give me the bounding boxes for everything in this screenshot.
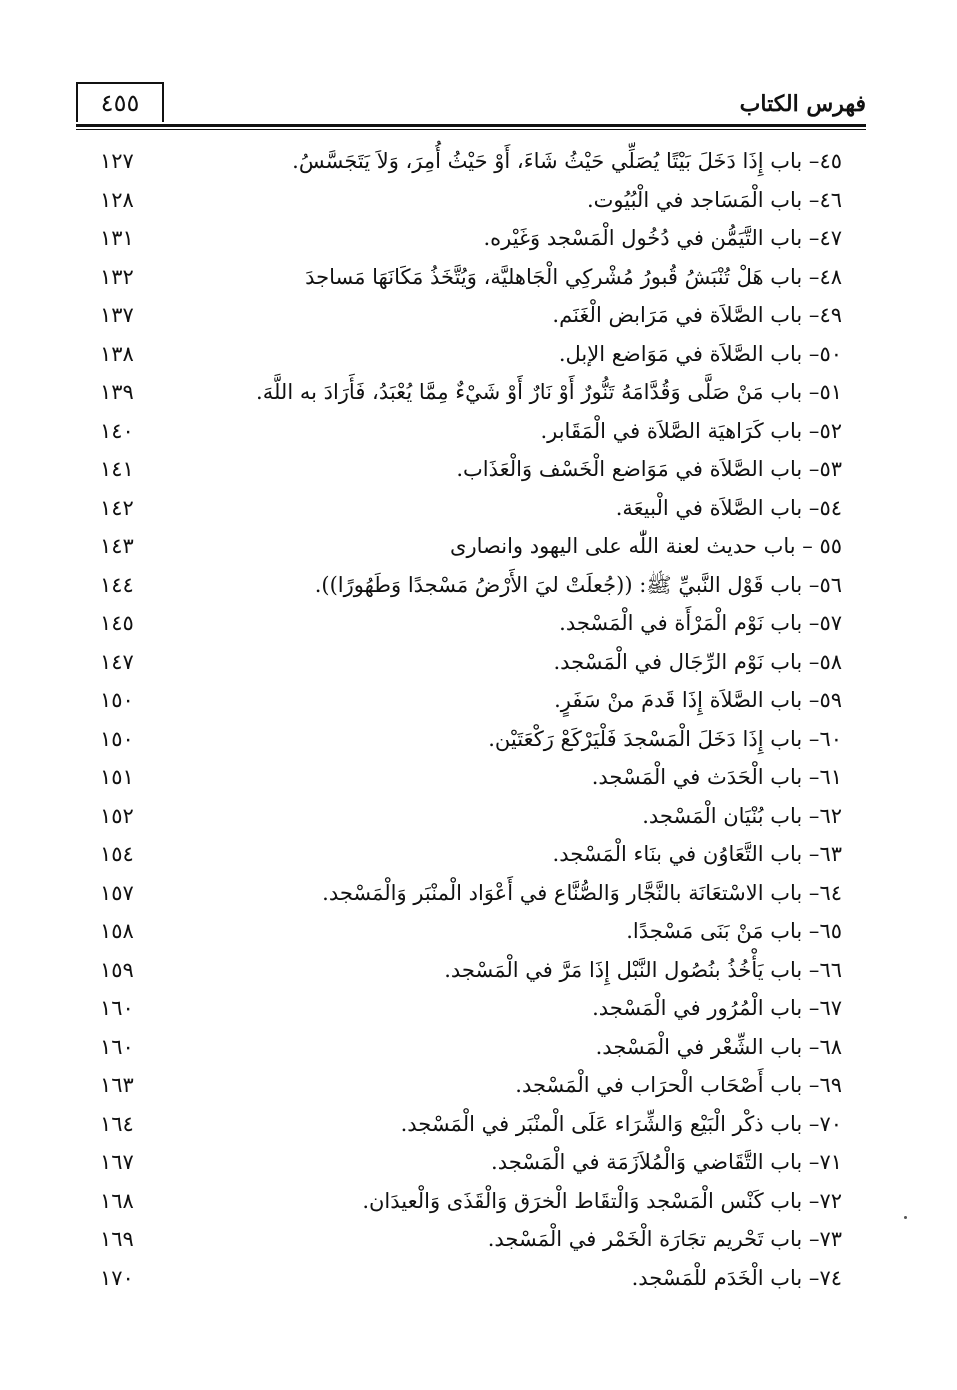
toc-entry-page: ١٤٥: [100, 611, 134, 636]
toc-entry-page: ١٤٧: [100, 649, 134, 674]
toc-entry: [100, 566, 842, 605]
toc-entry: [100, 989, 842, 1028]
page-number: ٤٥٥: [100, 89, 140, 117]
toc-entry: [100, 412, 842, 451]
toc-entry-page: ١٦٤: [100, 1111, 134, 1136]
toc-entry-title: ٥٧– باب نَوْم الْمَرْأَة في الْمَسْجد.: [559, 611, 842, 636]
toc-entry-title: ٥١– باب مَنْ صَلَّى وَقُدَّامَهُ تَنُّورٌ أَوْ نَارٌ أَوْ شَيْءٌ مِمَّا يُعْبَدُ، فَأَرَادَ به اللَّهَ.: [256, 380, 842, 405]
toc-entry: [100, 758, 842, 797]
toc-entry: [100, 258, 842, 297]
toc-entry-title: ٤٨– باب هَلْ تُنْبَشُ قُبورُ مُشْركِي الْجَاهليَّة، وَيُتَّخَذُ مَكَانَهَا مَساجدَ: [305, 264, 842, 289]
toc-entry: [100, 835, 842, 874]
toc-entry-page: ١٣٢: [100, 264, 134, 289]
toc-entry: [100, 219, 842, 258]
toc-entry-title: ٥٤– باب الصَّلاَة في الْبيعَة.: [615, 495, 842, 520]
toc-entry: [100, 1182, 842, 1221]
toc-entry-page: ١٤٢: [100, 495, 134, 520]
header-rule-thick: [76, 124, 866, 127]
toc-entry-page: ١٥٤: [100, 842, 134, 867]
toc-entry-page: ١٥٨: [100, 919, 134, 944]
toc-entry-title: ٦٦– باب يَأْخُذُ بنُصُول النَّبْل إِذَا مَرَّ في الْمَسْجد.: [444, 957, 842, 982]
toc-entry: [100, 951, 842, 990]
toc-entry-title: ٥٠– باب الصَّلاَة في مَوَاضع الإبل.: [558, 341, 842, 366]
toc-entry-page: ١٦٣: [100, 1073, 134, 1098]
toc-entry-page: ١٦٠: [100, 1034, 134, 1059]
toc-entry-title: ٦٧– باب الْمُرُور في الْمَسْجد.: [592, 996, 842, 1021]
header-rule-thin: [76, 129, 866, 130]
toc-entry: [100, 912, 842, 951]
toc-entry-page: ١٥٢: [100, 803, 134, 828]
toc-entry-title: ٦٥– باب مَنْ بَنَى مَسْجدًا.: [626, 919, 842, 944]
toc-entry-page: ١٥٩: [100, 957, 134, 982]
toc-entry-page: ١٦٧: [100, 1150, 134, 1175]
toc-entry-title: ٦٩– باب أَصْحَاب الْحرَاب في الْمَسْجد.: [515, 1073, 842, 1098]
page-number-box: [76, 82, 164, 122]
toc-entry-page: ١٣٨: [100, 341, 134, 366]
toc-entry-title: ٦٠– باب إِذَا دَخَلَ الْمَسْجدَ فَلْيَرْكَعْ رَكْعَتَيْن.: [488, 726, 842, 751]
toc-entry: [100, 643, 842, 682]
toc-entry: [100, 874, 842, 913]
toc-entry-page: ١٢٨: [100, 187, 134, 212]
toc-entry-title: ٤٦– باب الْمَسَاجد في الْبُيُوت.: [586, 187, 842, 212]
toc-entry-page: ١٦٩: [100, 1227, 134, 1252]
toc-entry-page: ١٤٣: [100, 534, 134, 559]
toc-entry: [100, 1066, 842, 1105]
toc-entry-title: ٧٠– باب ذكْر الْبَيْع وَالشِّرَاء عَلَى الْمنْبَر في الْمَسْجد.: [400, 1111, 842, 1136]
table-of-contents: [100, 142, 842, 1297]
toc-entry-page: ١٦٨: [100, 1188, 134, 1213]
toc-entry-title: ٤٧– باب التَّيَمُّن في دُخُول الْمَسْجد وَغَيْره.: [483, 226, 842, 251]
toc-entry-title: ٦٨– باب الشِّعْر في الْمَسْجد.: [595, 1034, 842, 1059]
toc-entry-title: ٦٣– باب التَّعَاوُن في بنَاء الْمَسْجد.: [552, 842, 842, 867]
toc-entry-title: ٦٢– باب بُنْيَان الْمَسْجد.: [642, 803, 842, 828]
toc-entry-title: ٥٩– باب الصَّلاَة إِذَا قَدمَ منْ سَفَرٍ.: [554, 688, 842, 713]
toc-entry-page: ١٥٧: [100, 880, 134, 905]
toc-entry: [100, 604, 842, 643]
toc-entry: [100, 1259, 842, 1298]
toc-entry-page: ١٢٧: [100, 149, 134, 174]
toc-entry: [100, 335, 842, 374]
toc-entry-title: ٧١– باب التَّقَاضي وَالْمُلاَزَمَة في الْمَسْجد.: [491, 1150, 842, 1175]
toc-entry-title: ٤٩– باب الصَّلاَة في مَرَابض الْغَنَم.: [552, 303, 842, 328]
toc-entry: [100, 797, 842, 836]
toc-entry-page: ١٧٠: [100, 1265, 134, 1290]
toc-entry-page: ١٣٧: [100, 303, 134, 328]
toc-entry-title: ٧٢– باب كَنْس الْمَسْجد وَالْتقَاط الْخرَق وَالْقَذَى وَالْعيدَان.: [362, 1188, 842, 1213]
toc-entry: [100, 489, 842, 528]
toc-entry: [100, 1220, 842, 1259]
toc-entry-page: ١٤١: [100, 457, 134, 482]
toc-entry-page: ١٥٠: [100, 688, 134, 713]
toc-entry-page: ١٣١: [100, 226, 134, 251]
toc-entry-title: ٥٥ – باب حديث لعنة اللّٰه على اليهود وانصارى: [450, 534, 842, 559]
toc-entry-page: ١٥٠: [100, 726, 134, 751]
toc-entry-title: ٥٢– باب كَرَاهيَة الصَّلاَة في الْمَقَابر.: [540, 418, 842, 443]
toc-entry: [100, 450, 842, 489]
running-title: فهرس الكتاب: [739, 91, 866, 117]
toc-entry-page: ١٦٠: [100, 996, 134, 1021]
toc-entry-title: ٥٨– باب نَوْم الرِّجَال في الْمَسْجد.: [553, 649, 842, 674]
toc-entry-title: ٤٥– باب إِذَا دَخَلَ بَيْتًا يُصَلِّي حَيْثُ شَاءَ، أَوْ حَيْثُ أُمِرَ، وَلاَ يَتَجَسَّسُ.: [292, 149, 842, 174]
toc-entry: [100, 1028, 842, 1067]
toc-entry: [100, 373, 842, 412]
toc-entry: [100, 681, 842, 720]
margin-speck: [904, 1216, 907, 1219]
toc-entry-title: ٧٤– باب الْخَدَم للْمَسْجد.: [631, 1265, 842, 1290]
toc-entry-title: ٦٤– باب الاسْتعَانَة بالنَّجَّار وَالصُّنَّاع في أَعْوَاد الْمنْبَر وَالْمَسْجد.: [322, 880, 842, 905]
toc-entry: [100, 720, 842, 759]
toc-entry-page: ١٤٤: [100, 572, 134, 597]
toc-entry-page: ١٤٠: [100, 418, 134, 443]
toc-entry: [100, 1105, 842, 1144]
page-header: [76, 82, 866, 128]
toc-entry-title: ٧٣– باب تَحْريم تجَارَة الْخَمْر في الْمَسْجد.: [487, 1227, 842, 1252]
toc-entry: [100, 527, 842, 566]
toc-entry-page: ١٣٩: [100, 380, 134, 405]
toc-entry-title: ٥٦– باب قَوْل النَّبيِّ ﷺ: ((جُعلَتْ ليَ الأَرْضُ مَسْجدًا وَطَهُورًا)).: [314, 572, 842, 597]
toc-entry-title: ٥٣– باب الصَّلاَة في مَوَاضع الْخَسْف وَالْعَذَاب.: [456, 457, 842, 482]
toc-entry-title: ٦١– باب الْحَدَث في الْمَسْجد.: [591, 765, 842, 790]
toc-entry: [100, 181, 842, 220]
toc-entry: [100, 296, 842, 335]
toc-entry: [100, 1143, 842, 1182]
toc-entry-page: ١٥١: [100, 765, 134, 790]
toc-entry: [100, 142, 842, 181]
